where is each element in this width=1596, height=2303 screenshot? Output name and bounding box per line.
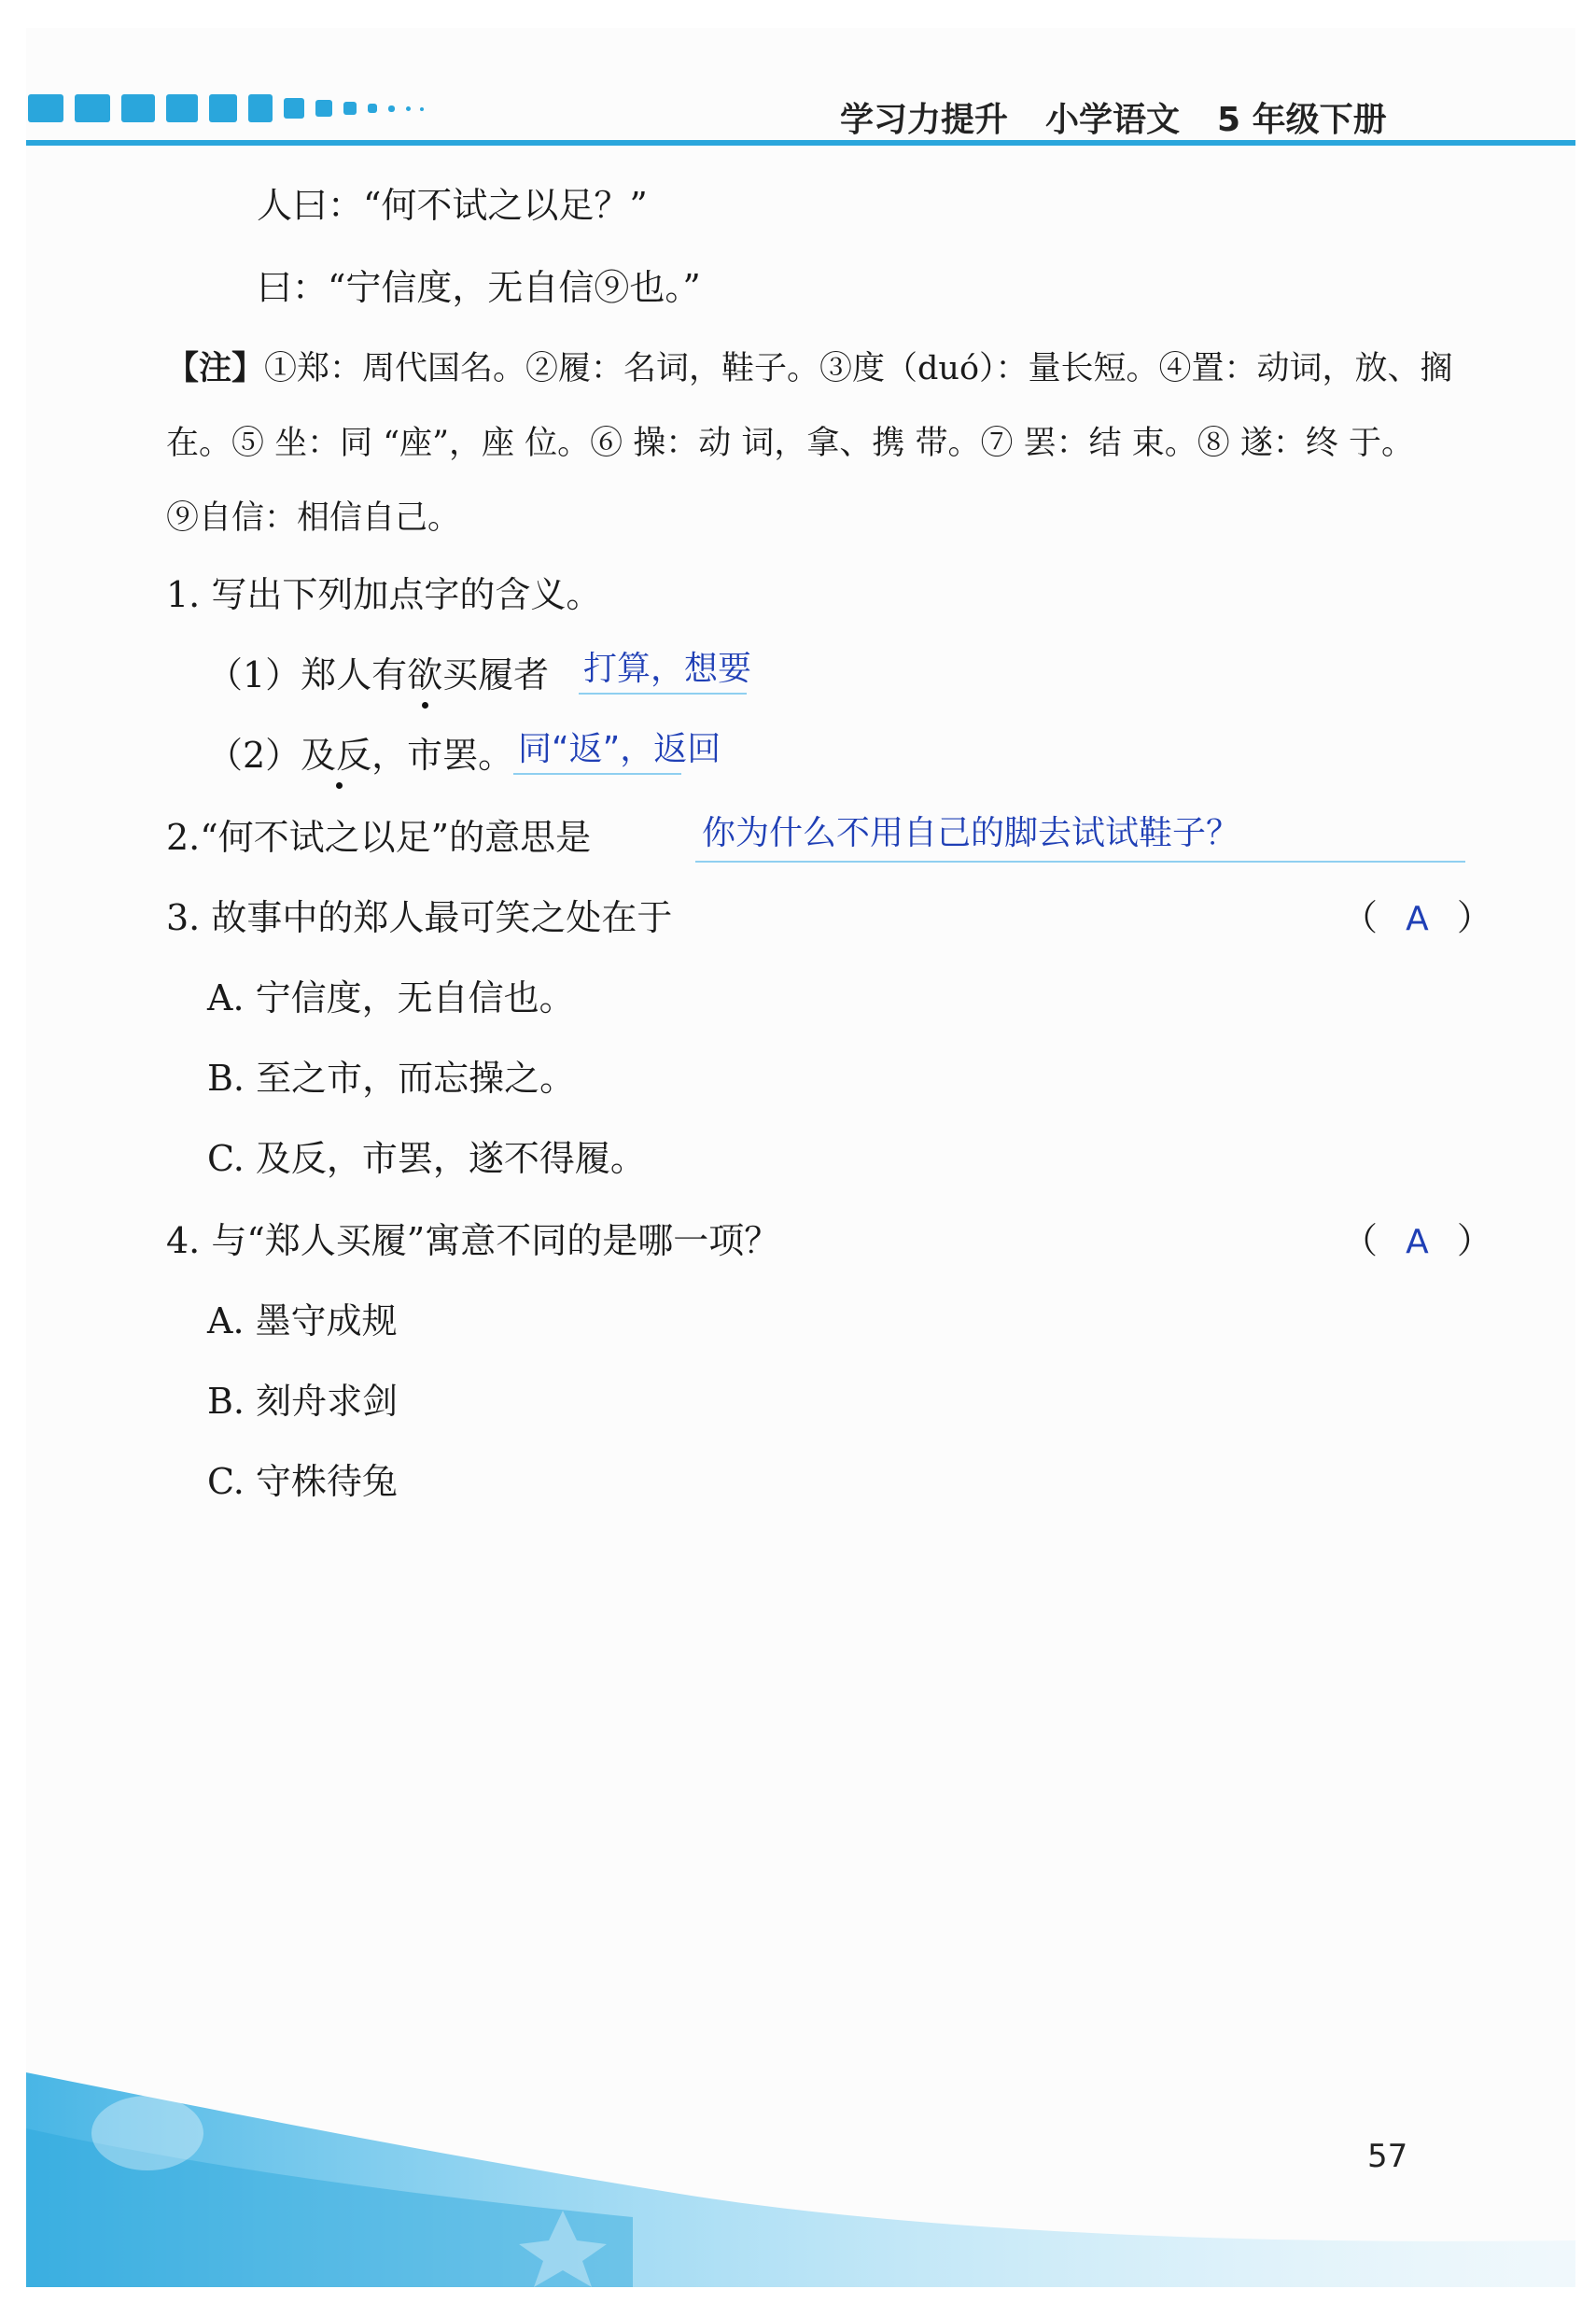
answer-underline — [579, 693, 747, 695]
q1-stem: 1. 写出下列加点字的含义。 — [166, 574, 602, 615]
header-rule — [26, 140, 1575, 146]
q4-option-b: B. 刻舟求剑 — [207, 1381, 399, 1422]
book-title: 学习力提升 — [840, 101, 1009, 139]
q3-option-a: A. 宁信度，无自信也。 — [207, 977, 575, 1018]
shell-icon — [91, 2096, 203, 2170]
q3-option-b: B. 至之市，而忘操之。 — [207, 1058, 576, 1099]
q1-sub1: （1）郑人有欲买履者 — [207, 654, 550, 695]
header-decoration — [28, 89, 467, 126]
q1-sub1-answer: 打算，想要 — [583, 650, 752, 688]
notes-text-1: ①郑：周代国名。②履：名词，鞋子。③度（duó）：量长短。④置：动词，放、搁 — [264, 350, 1453, 387]
passage-line-1: 人曰：“何不试之以足？” — [257, 185, 648, 226]
q1-sub2-answer: 同“返”，返回 — [518, 730, 721, 768]
notes-label: 【注】 — [166, 350, 265, 387]
q2-stem: 2.“何不试之以足”的意思是 — [166, 817, 592, 858]
subject-title: 小学语文 — [1045, 101, 1181, 139]
notes-line-3: ⑨自信：相信自己。 — [166, 499, 461, 537]
q3-stem: 3. 故事中的郑人最可笑之处在于 — [166, 897, 673, 938]
answer-underline — [513, 773, 681, 775]
q2-answer: 你为什么不用自己的脚去试试鞋子？ — [702, 814, 1240, 852]
page-number: 57 — [1367, 2138, 1408, 2175]
emphasis-dot — [422, 702, 428, 709]
q4-option-c: C. 守株待兔 — [207, 1461, 398, 1502]
answer-underline — [695, 861, 1465, 863]
q3-answer: A — [1406, 900, 1429, 938]
q4-option-a: A. 墨守成规 — [207, 1300, 398, 1341]
emphasis-dot — [336, 782, 343, 789]
header-title — [840, 93, 1475, 140]
q4-answer-bracket: （ A ） — [1342, 1220, 1492, 1261]
q3-option-c: C. 及反，市罢，遂不得履。 — [207, 1138, 646, 1179]
notes-line-2: 在。⑤ 坐：同 “座”，座 位。⑥ 操：动 词，拿、携 带。⑦ 罢：结 束。⑧ 遂：终 于。 — [166, 425, 1415, 462]
q3-answer-bracket: （ A ） — [1342, 897, 1492, 938]
grade-title: 5 年级下册 — [1217, 101, 1387, 139]
footer-seashell-decoration — [26, 2054, 1575, 2287]
notes-line-1 — [166, 345, 1453, 392]
q1-sub2: （2）及反，市罢。 — [207, 735, 514, 776]
q4-answer: A — [1406, 1223, 1429, 1261]
passage-line-2: 曰：“宁信度，无自信⑨也。” — [257, 267, 701, 308]
q4-stem: 4. 与“郑人买履”寓意不同的是哪一项？ — [166, 1220, 780, 1261]
